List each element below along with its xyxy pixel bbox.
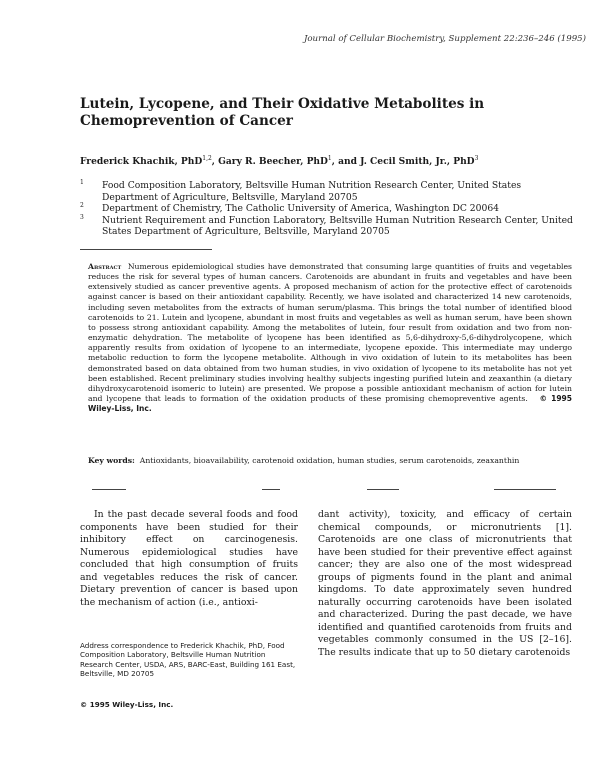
correspondence-footnote: Address correspondence to Frederick Khachik, PhD, Food Composition Laboratory, Beltsville Human Nutrition Research Center, USDA, ARS, BARC-East, Building 161 East, Beltsville, MD 20705 (80, 641, 296, 678)
author-name: Frederick Khachik, PhD (80, 156, 203, 168)
affiliation-list (80, 180, 580, 238)
affiliation-item (80, 180, 580, 203)
affiliation-text: Department of Chemistry, The Catholic University of America, Washington DC 20064 (102, 203, 500, 215)
article-title: Lutein, Lycopene, and Their Oxidative Metabolites in Chemoprevention of Cancer (80, 96, 485, 129)
affiliation-divider (80, 249, 212, 250)
affiliation-number: 3 (80, 213, 84, 221)
affiliation-text: Nutrient Requirement and Function Laboratory, Beltsville Human Nutrition Research Center, United States Department of Agriculture, Beltsville, Maryland 20705 (102, 214, 573, 238)
affiliation-number: 1 (80, 179, 84, 186)
abstract-copyright: © 1995 Wiley-Liss, Inc. (88, 394, 572, 414)
author-affiliation-marker: 3 (474, 155, 479, 162)
abstract-label: Abstract (88, 262, 122, 271)
author-affiliation-marker: 1,2 (202, 155, 212, 162)
author-list: Frederick Khachik, PhD$^{1,2}$, Gary R. Beecher, PhD$^1$, and J. Cecil Smith, Jr., PhD$^3$ (80, 155, 479, 168)
affiliation-item (80, 215, 580, 238)
section-divider (92, 489, 126, 490)
section-divider (494, 489, 556, 490)
author-name: Gary R. Beecher, PhD (218, 156, 328, 168)
author-name: and J. Cecil Smith, Jr., PhD (338, 156, 475, 168)
abstract-text: Numerous epidemiological studies have demonstrated that consuming large quantities of fruits and vegetables reduces the risk for several types of human cancers. Carotenoids are abundant in fruits and vegetables and have been extensively studied as cancer preventive agents. A proposed mechanism of action for the protective effect of carotenoids against cancer is based on their antioxidant capability. Recently, we have isolated and characterized 14 new carotenoids, including seven metabolites from the extracts of human serum/plasma. This brings the total number of identified blood carotenoids to 21. Lutein and lycopene, abundant in most fruits and vegetables as well as human serum, have been shown to possess strong antioxidant capability. Among the metabolites of lutein, four result from oxidation and two from non-enzymatic dehydration. The metabolite of lycopene has been identified as 5,6-dihydroxy-5,6-dihydrolycopene, which apparently results from oxidation of lycopene to an intermediate, lycopene epoxide. This intermediate may undergo metabolic reduction to form the lycopene metabolite. Although in vivo oxidation of lutein to its metabolites has been demonstrated based on data obtained from two human studies, in vivo oxidation of lycopene to its metabolite has not yet been established. Recent preliminary studies involving healthy subjects ingesting purified lutein and zeaxanthin (a dietary dihydroxycarotenoid isomeric to lutein) are presented. We propose a possible antioxidant mechanism of action for lutein and lycopene that leads to formation of the oxidation products of these promising chemopreventive agents. (88, 262, 573, 404)
affiliation-text: Food Composition Laboratory, Beltsville Human Nutrition Research Center, United States Department of Agriculture, Beltsville, Maryland 20705 (102, 180, 522, 203)
author-affiliation-marker: 1 (327, 155, 332, 162)
affiliation-item (80, 203, 580, 215)
footnote-copyright: © 1995 Wiley-Liss, Inc. (80, 700, 174, 709)
keywords (88, 456, 572, 466)
abstract (88, 262, 572, 414)
section-divider (262, 489, 280, 490)
body-text-left-column: In the past decade several foods and food components have been studied for their inhibitory effect on carcinogenesis. Numerous epidemiological studies have concluded that high consumption of fruits and vegetables reduces the risk of cancer. Dietary prevention of cancer is based upon the mechanism of action (i.e., antioxi- (80, 509, 298, 608)
affiliation-number: 2 (80, 202, 84, 210)
keywords-label: Key words: (88, 456, 135, 465)
journal-citation: Journal of Cellular Biochemistry, Supplement 22:236–246 (1995) (303, 34, 586, 44)
keywords-text: Antioxidants, bioavailability, carotenoid oxidation, human studies, serum carotenoids, zeaxanthin (139, 456, 520, 465)
section-divider (367, 489, 399, 490)
body-text-right-column: dant activity), toxicity, and efficacy of certain chemical compounds, or micronutrients [1]. Carotenoids are one class of micronutrients that have been studied for their preventive effect against cancer; they are also one of the most widespread groups of pigments found in the plant and animal kingdoms. To date approximately seven hundred naturally occurring carotenoids have been isolated and characterized. During the past decade, we have identified and quantified carotenoids from fruits and vegetables commonly consumed in the US [2–16]. The results indicate that up to 50 dietary carotenoids (318, 509, 572, 658)
